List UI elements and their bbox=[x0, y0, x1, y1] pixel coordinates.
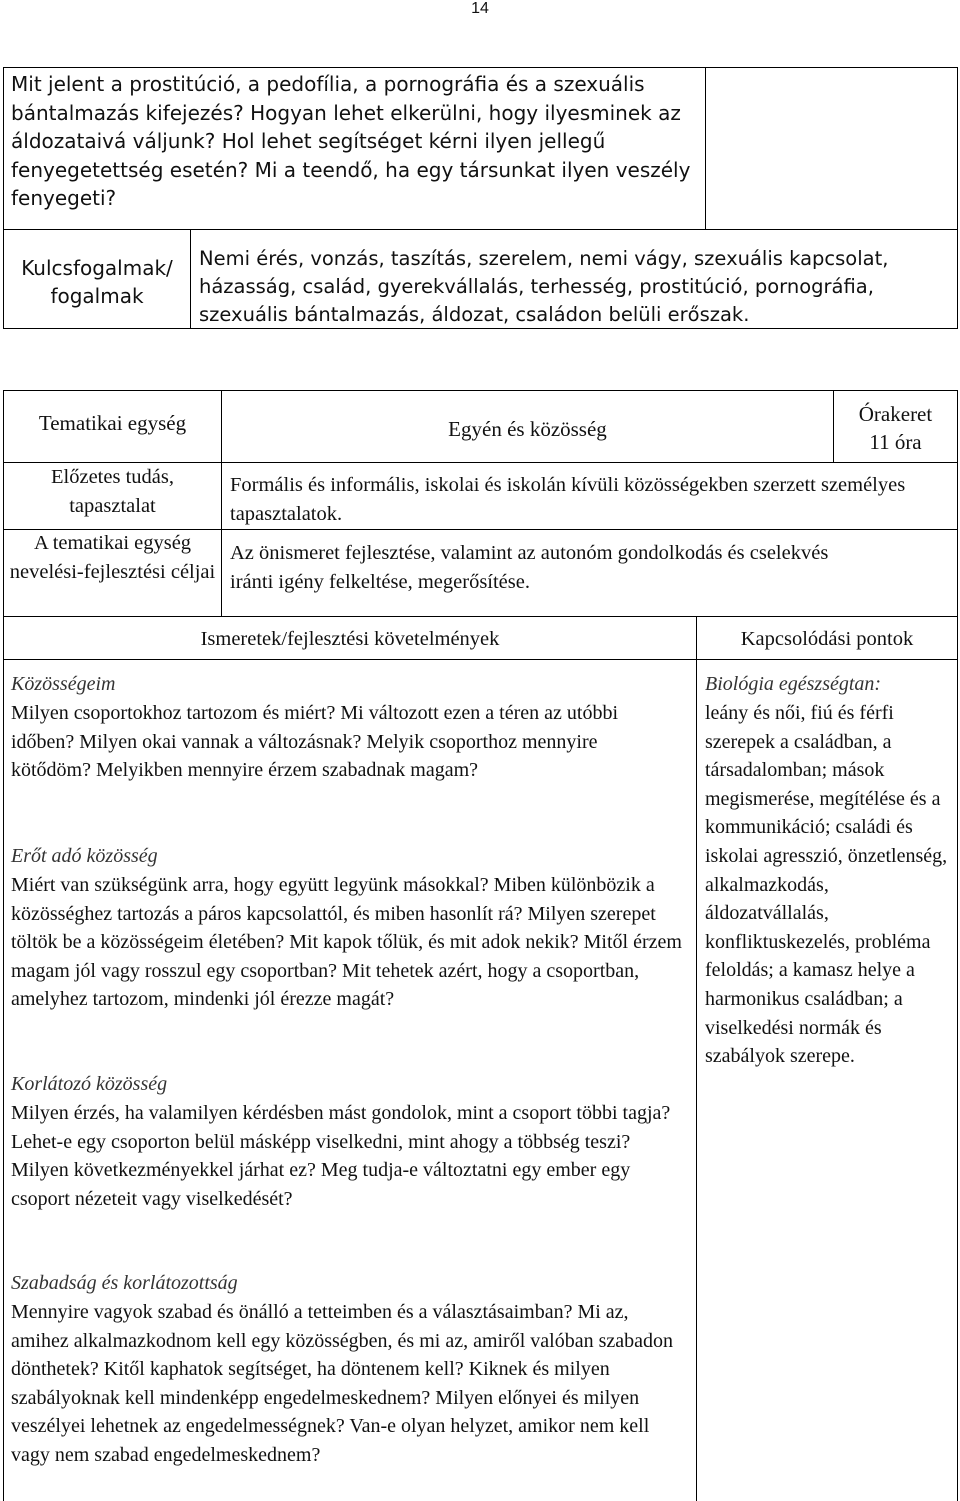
unit-label: Tematikai egység bbox=[38, 411, 187, 435]
intro-question: Mit jelent a prostitúció, a pedofília, a pornográfia és a szexuális bántalmazás kifejezés? Hogyan lehet elkerülni, hogy ilyesminek az áldozataivá váljunk? Hol lehet segítséget kérni ilyen jellegű fenyegetettség esetén? Mi a teendő, ha egy társunkat ilyen veszély fenyegeti? bbox=[11, 72, 691, 210]
goals-text: Az önismeret fejlesztése, valamint az autonóm gondolkodás és cselekvés iránti igény felkeltése, megerősítése. bbox=[230, 542, 829, 593]
section-title: Korlátozó közösség bbox=[11, 1073, 168, 1095]
section-text: Mennyire vagyok szabad és önálló a tetteimben és a választásaimban? Mi az, amihez alkalmazkodnom kell egy közösségben, és mi az, amiről valóban szabadon dönthetek? Kitől kaphatok segítséget, ha döntenem kell? Kiknek és milyen szabályoknak kell mindenképp engedelmeskednem? Milyen előnyei és milyen veszélyei lehetnek az engedelmességnek? Van-e olyan helyzet, amikor nem kell vagy nem szabad engedelmeskednem? bbox=[11, 1301, 674, 1466]
empty-cell bbox=[705, 67, 958, 230]
connections-header: Kapcsolódási pontok bbox=[740, 628, 914, 650]
connections-subject: Biológia egészségtan: bbox=[705, 673, 882, 695]
section-text: Milyen érzés, ha valamilyen kérdésben mást gondolok, mint a csoport többi tagja? Lehet-e egy csoporton belül másképp viselkedni, mint ahogy a többség teszi? Milyen következményekkel járhat ez? Meg tudja-e változtatni egy ember egy csoport nézeteit vagy viselkedését? bbox=[11, 1102, 671, 1210]
requirements-header: Ismeretek/fejlesztési követelmények bbox=[200, 628, 500, 650]
unit-title: Egyén és közösség bbox=[448, 417, 607, 441]
key-concepts: Nemi érés, vonzás, taszítás, szerelem, nemi vágy, szexuális kapcsolat, házasság, család, gyerekvállalás, terhesség, prostitúció, pornográfia, szexuális bántalmazás, áldozat, családon belüli erőszak. bbox=[199, 247, 889, 326]
section-title: Szabadság és korlátozottság bbox=[11, 1272, 238, 1294]
goals-label: A tematikai egység nevelési-fejlesztési céljai bbox=[9, 532, 216, 583]
connections-text: leány és női, fiú és férfi szerepek a családban, a társadalomban; mások megismerése, megítélése és a kommunikáció; családi és iskolai agresszió, önzetlenség, alkalmazkodás, áldozatvállalás, konfliktuskezelés, probléma feloldás; a kamasz helye a harmonikus családban; a viselkedési normák és szabályok szerepe. bbox=[705, 702, 948, 1068]
section-text: Milyen csoportokhoz tartozom és miért? Mi változott ezen a téren az utóbbi időben? Milyen okai vannak a változásnak? Melyik csoporthoz mennyire kötődöm? Melyikben mennyire érzem szabadnak magam? bbox=[11, 702, 619, 782]
prior-text: Formális és informális, iskolai és iskolán kívüli közösségekben szerzett személyes tapasztalatok. bbox=[230, 474, 906, 525]
section-title: Erőt adó közösség bbox=[11, 845, 158, 867]
section-title: Közösségeim bbox=[11, 673, 116, 695]
section-text: Miért van szükségünk arra, hogy együtt legyünk másokkal? Miben különbözik a közösséghez tartozás a páros kapcsolattól, és miben hasonlít rá? Milyen szerepet töltök be a közösségeim életében? Mit kapok tőlük, és mit adok nekik? Mitől érzem magam jól vagy rosszul egy csoportban? Mit tehetek azért, hogy a csoportban, amelyhez tartozom, mindenki jól érezze magát? bbox=[11, 874, 682, 1011]
hours-label: Órakeret bbox=[858, 402, 933, 426]
key-concepts-label: Kulcsfogalmak/ fogalmak bbox=[21, 256, 173, 308]
hours-value: 11 óra bbox=[869, 430, 922, 454]
prior-label: Előzetes tudás, tapasztalat bbox=[51, 466, 174, 517]
page-number: 14 bbox=[471, 0, 489, 17]
